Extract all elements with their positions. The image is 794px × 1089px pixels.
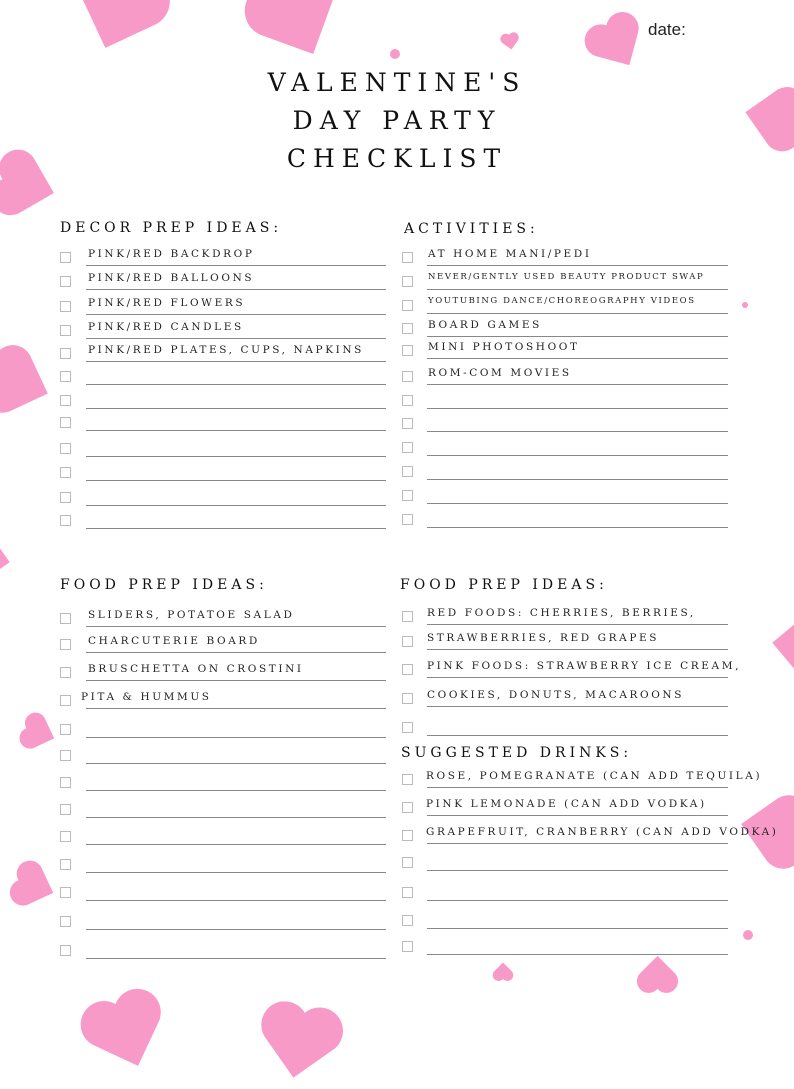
decor-checkbox[interactable]: [60, 443, 71, 454]
decor-dot: [743, 930, 753, 940]
activities-item-label: NEVER/GENTLY USED BEAUTY PRODUCT SWAP: [428, 272, 705, 282]
decor-checkbox[interactable]: [60, 348, 71, 359]
drinks-item-line: [427, 787, 728, 788]
activities-checkbox[interactable]: [402, 371, 413, 382]
food_left-checkbox[interactable]: [60, 887, 71, 898]
drinks-item-label: ROSE, POMEGRANATE (CAN ADD TEQUILA): [426, 770, 763, 782]
food_left-checkbox[interactable]: [60, 831, 71, 842]
food_right-checkbox[interactable]: [402, 664, 413, 675]
food_left-item-line: [86, 817, 386, 818]
food_left-checkbox[interactable]: [60, 695, 71, 706]
food_right-item-label: STRAWBERRIES, RED GRAPES: [427, 632, 660, 644]
activities-checkbox[interactable]: [402, 300, 413, 311]
food-left-section-title: FOOD PREP IDEAS:: [60, 577, 268, 593]
date-label: date:: [648, 20, 686, 39]
decor-dot: [390, 49, 400, 59]
drinks-item-line: [427, 815, 728, 816]
food_right-checkbox[interactable]: [402, 611, 413, 622]
food_left-item-line: [86, 790, 386, 791]
food_left-item-line: [86, 680, 386, 681]
activities-item-line: [427, 313, 728, 314]
activities-item-line: [427, 289, 728, 290]
decor-dot: [742, 302, 748, 308]
heart-icon: [499, 30, 522, 51]
food_right-item-line: [427, 706, 728, 707]
decor-item-line: [86, 505, 386, 506]
decor-checkbox[interactable]: [60, 395, 71, 406]
heart-icon: [69, 977, 181, 1083]
food_left-checkbox[interactable]: [60, 613, 71, 624]
heart-icon: [0, 542, 19, 578]
decor-checkbox[interactable]: [60, 276, 71, 287]
activities-item-line: [427, 265, 728, 266]
food_left-item-line: [86, 872, 386, 873]
food_right-item-label: RED FOODS: CHERRIES, BERRIES,: [427, 607, 696, 619]
food_right-item-line: [427, 649, 728, 650]
activities-item-label: ROM-COM MOVIES: [428, 367, 572, 379]
food_left-checkbox[interactable]: [60, 724, 71, 735]
food_right-checkbox[interactable]: [402, 693, 413, 704]
activities-checkbox[interactable]: [402, 466, 413, 477]
decor-item-line: [86, 456, 386, 457]
food_right-item-line: [427, 624, 728, 625]
heart-icon: [0, 334, 66, 430]
food_left-item-label: CHARCUTERIE BOARD: [88, 635, 260, 647]
decor-item-line: [86, 528, 386, 529]
title-line-2: DAY PARTY: [292, 106, 502, 135]
drinks-checkbox[interactable]: [402, 830, 413, 841]
activities-item-line: [427, 527, 728, 528]
decor-item-line: [86, 361, 386, 362]
activities-item-line: [427, 431, 728, 432]
food_right-item-line: [427, 735, 728, 736]
heart-icon: [239, 991, 361, 1089]
food_right-item-line: [427, 677, 728, 678]
activities-checkbox[interactable]: [402, 442, 413, 453]
title-line-3: CHECKLIST: [286, 144, 508, 173]
drinks-checkbox[interactable]: [402, 941, 413, 952]
activities-checkbox[interactable]: [402, 323, 413, 334]
decor-item-label: PINK/RED BALLOONS: [88, 272, 255, 284]
food_left-item-label: SLIDERS, POTATOE SALAD: [88, 609, 295, 621]
activities-item-label: BOARD GAMES: [428, 319, 542, 331]
activities-item-line: [427, 479, 728, 480]
food_right-item-label: PINK FOODS: STRAWBERRY ICE CREAM,: [427, 660, 742, 672]
decor-checkbox[interactable]: [60, 467, 71, 478]
activities-item-label: YOUTUBING DANCE/CHOREOGRAPHY VIDEOS: [428, 296, 696, 306]
activities-checkbox[interactable]: [402, 252, 413, 263]
activities-checkbox[interactable]: [402, 276, 413, 287]
drinks-item-line: [427, 954, 728, 955]
food_left-item-label: BRUSCHETTA ON CROSTINI: [88, 663, 304, 675]
activities-checkbox[interactable]: [402, 490, 413, 501]
food_left-checkbox[interactable]: [60, 859, 71, 870]
food_right-checkbox[interactable]: [402, 636, 413, 647]
page-title: [0, 64, 794, 178]
decor-checkbox[interactable]: [60, 417, 71, 428]
decor-item-line: [86, 430, 386, 431]
drinks-item-line: [427, 900, 728, 901]
decor-item-line: [86, 480, 386, 481]
decor-item-line: [86, 265, 386, 266]
food_left-item-line: [86, 708, 386, 709]
heart-icon: [488, 962, 518, 982]
title-line-1: VALENTINE'S: [267, 68, 527, 97]
activities-checkbox[interactable]: [402, 418, 413, 429]
decor-checkbox[interactable]: [60, 492, 71, 503]
decor-item-line: [86, 338, 386, 339]
activities-item-line: [427, 384, 728, 385]
decor-item-line: [86, 408, 386, 409]
decor-checkbox[interactable]: [60, 301, 71, 312]
food_left-checkbox[interactable]: [60, 945, 71, 956]
activities-checkbox[interactable]: [402, 514, 413, 525]
food_left-checkbox[interactable]: [60, 916, 71, 927]
food_left-checkbox[interactable]: [60, 750, 71, 761]
decor-item-label: PINK/RED PLATES, CUPS, NAPKINS: [88, 344, 364, 356]
food_left-item-line: [86, 958, 386, 959]
food_right-checkbox[interactable]: [402, 722, 413, 733]
decor-item-label: PINK/RED CANDLES: [88, 321, 244, 333]
heart-icon: [57, 0, 183, 69]
decor-checkbox[interactable]: [60, 371, 71, 382]
decor-checkbox[interactable]: [60, 252, 71, 263]
activities-section-title: ACTIVITIES:: [404, 221, 539, 237]
heart-icon: [751, 611, 794, 679]
food_left-item-label: PITA & HUMMUS: [81, 691, 212, 703]
decor-item-line: [86, 314, 386, 315]
drinks-checkbox[interactable]: [402, 857, 413, 868]
drinks-checkbox[interactable]: [402, 915, 413, 926]
activities-item-line: [427, 336, 728, 337]
decor-checkbox[interactable]: [60, 515, 71, 526]
food_left-checkbox[interactable]: [60, 667, 71, 678]
food_left-checkbox[interactable]: [60, 639, 71, 650]
drinks-item-line: [427, 928, 728, 929]
activities-item-line: [427, 358, 728, 359]
drinks-checkbox[interactable]: [402, 802, 413, 813]
drinks-checkbox[interactable]: [402, 887, 413, 898]
food_left-item-line: [86, 763, 386, 764]
food-right-section-title: FOOD PREP IDEAS:: [400, 577, 608, 593]
food_left-item-line: [86, 900, 386, 901]
food_left-checkbox[interactable]: [60, 804, 71, 815]
decor-item-label: PINK/RED BACKDROP: [88, 248, 255, 260]
decor-section-title: DECOR PREP IDEAS:: [60, 220, 283, 236]
food_left-item-line: [86, 626, 386, 627]
heart-icon: [620, 955, 695, 995]
drinks-item-label: GRAPEFRUIT, CRANBERRY (CAN ADD VODKA): [426, 826, 779, 838]
activities-item-label: MINI PHOTOSHOOT: [428, 341, 580, 353]
activities-checkbox[interactable]: [402, 395, 413, 406]
activities-item-line: [427, 503, 728, 504]
drinks-checkbox[interactable]: [402, 774, 413, 785]
drinks-item-label: PINK LEMONADE (CAN ADD VODKA): [426, 798, 707, 810]
food_left-item-line: [86, 929, 386, 930]
decor-checkbox[interactable]: [60, 325, 71, 336]
activities-item-line: [427, 455, 728, 456]
decor-item-line: [86, 384, 386, 385]
drinks-item-line: [427, 870, 728, 871]
drinks-item-line: [427, 843, 728, 844]
activities-checkbox[interactable]: [402, 345, 413, 356]
food_left-item-line: [86, 844, 386, 845]
decor-item-line: [86, 289, 386, 290]
food_left-checkbox[interactable]: [60, 777, 71, 788]
activities-item-line: [427, 408, 728, 409]
food_left-item-line: [86, 652, 386, 653]
decor-item-label: PINK/RED FLOWERS: [88, 297, 246, 309]
activities-item-label: AT HOME MANI/PEDI: [428, 248, 592, 260]
food_left-item-line: [86, 737, 386, 738]
food_right-item-label: COOKIES, DONUTS, MACAROONS: [427, 689, 685, 701]
drinks-section-title: SUGGESTED DRINKS:: [401, 745, 633, 761]
